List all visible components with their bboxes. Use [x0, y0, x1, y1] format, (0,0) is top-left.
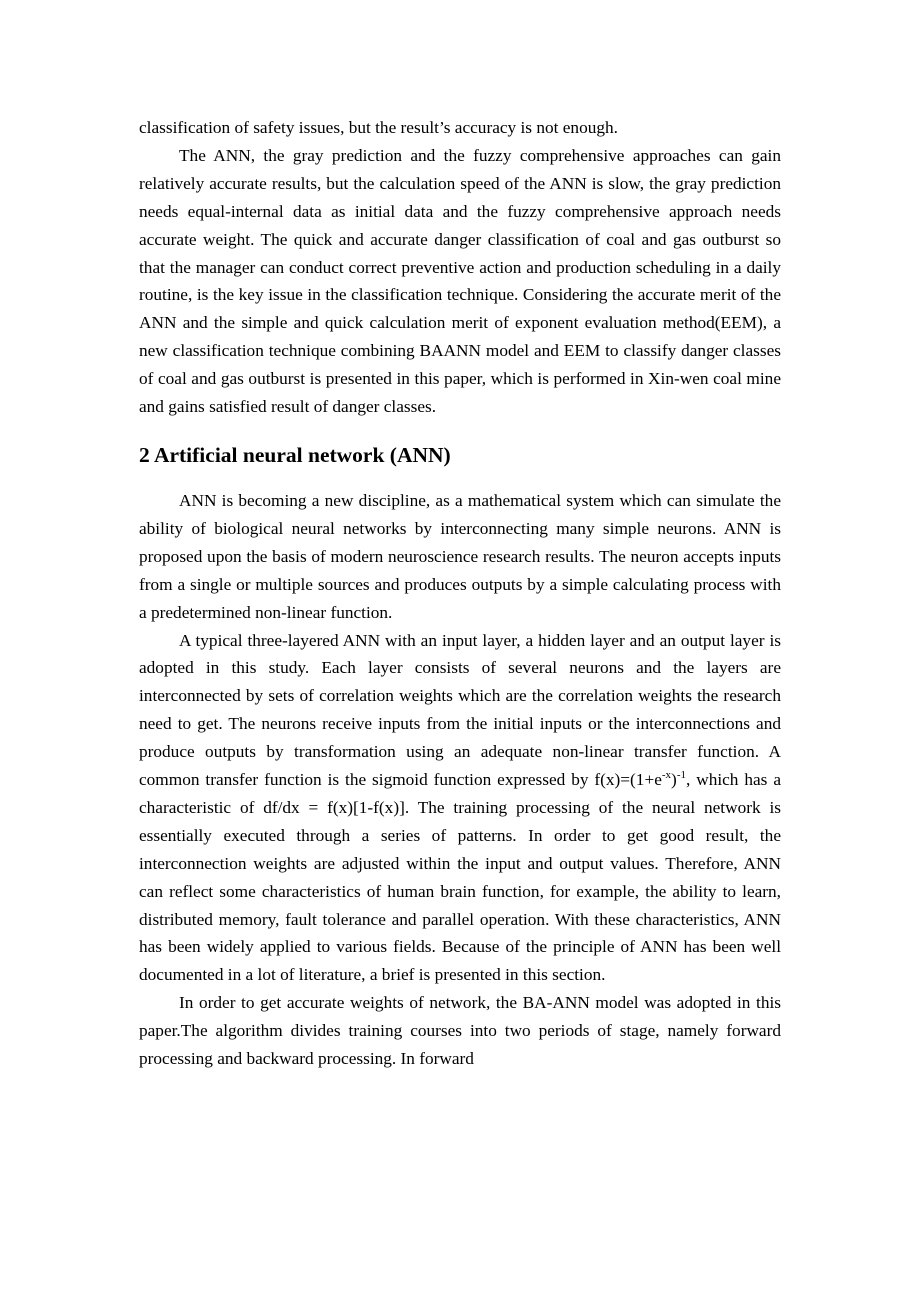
page-body	[139, 114, 781, 1073]
superscript-neg-one: -1	[676, 769, 686, 782]
superscript-neg-x: -x	[661, 769, 672, 782]
paragraph-three-layer-ann	[139, 627, 781, 990]
text-segment: )	[671, 770, 677, 790]
text-segment: A typical three-layered ANN with an input layer, a hidden layer and an output layer is adopted in this study. Each layer consists of several neurons and the layers are interconnected by sets of correlation weights which are the correlation weights the research need to get. The neurons receive inputs from the initial inputs or the interconnections and produce outputs by transformation using an adequate non-linear transfer function. A common transfer function is the sigmoid function expressed by f(x)=(1+e	[139, 630, 781, 790]
paragraph-ba-ann: In order to get accurate weights of network, the BA-ANN model was adopted in this paper.The algorithm divides training courses into two periods of stage, namely forward processing and backward processing. In forward	[139, 993, 781, 1069]
text-segment: , which has a characteristic of df/dx = f(x)[1-f(x)]. The training processing of the neural network is essentially executed through a series of patterns. In order to get good result, the interconnection weights are adjusted within the input and output values. Therefore, ANN can reflect some characteristics of human brain function, for example, the ability to learn, distributed memory, fault tolerance and parallel operation. With these characteristics, ANN has been widely applied to various fields. Because of the principle of ANN has been well documented in a lot of literature, a brief is presented in this section.	[139, 770, 781, 985]
paragraph-continuation: classification of safety issues, but the result’s accuracy is not enough.	[139, 118, 618, 137]
paragraph-classification-methods: The ANN, the gray prediction and the fuzzy comprehensive approaches can gain relatively accurate results, but the calculation speed of the ANN is slow, the gray prediction needs equal-internal data as initial data and the fuzzy comprehensive approach needs accurate weight. The quick and accurate danger classification of coal and gas outburst so that the manager can conduct correct preventive action and production scheduling in a daily routine, is the key issue in the classification technique. Considering the accurate merit of the ANN and the simple and quick calculation merit of exponent evaluation method(EEM), a new classification technique combining BAANN model and EEM to classify danger classes of coal and gas outburst is presented in this paper, which is performed in Xin-wen coal mine and gains satisfied result of danger classes.	[139, 145, 781, 417]
section-heading-ann: 2 Artificial neural network (ANN)	[139, 442, 451, 467]
paragraph-ann-intro: ANN is becoming a new discipline, as a mathematical system which can simulate the ability of biological neural networks by interconnecting many simple neurons. ANN is proposed upon the basis of modern neuroscience research results. The neuron accepts inputs from a single or multiple sources and produces outputs by a simple calculating process with a predetermined non-linear function.	[139, 490, 781, 622]
